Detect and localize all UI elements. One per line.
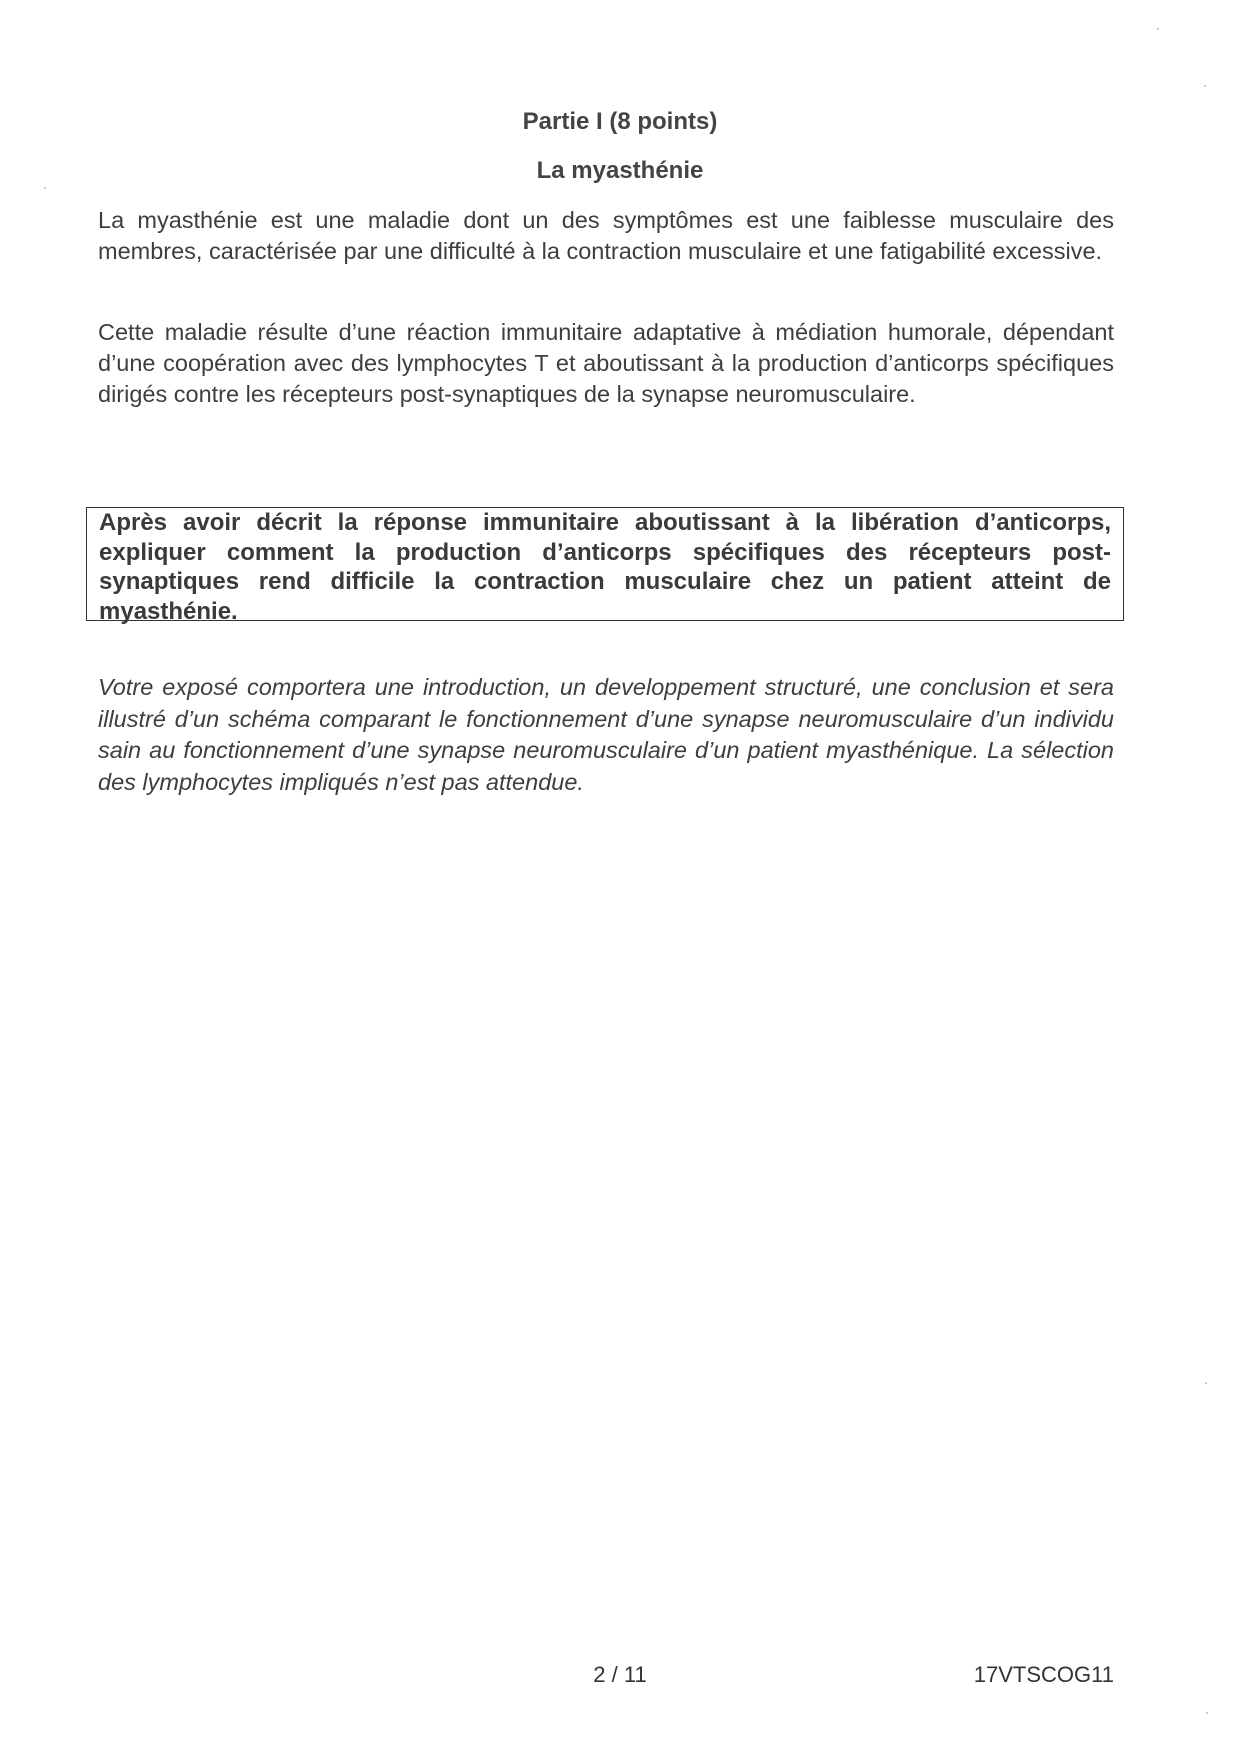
intro-paragraph-2: Cette maladie résulte d’une réaction immunitaire adaptative à médiation humorale, dépendant d’une coopération avec des lymphocytes T et aboutissant à la production d’anticorps spécifiques dirigés contre les récepteurs post-synaptiques de la synapse neuromusculaire. — [98, 319, 1114, 407]
scan-speck — [1205, 1382, 1207, 1384]
scan-speck — [1206, 1712, 1208, 1714]
intro-paragraph-1: La myasthénie est une maladie dont un des symptômes est une faiblesse musculaire des membres, caractérisée par une difficulté à la contraction musculaire et une fatigabilité excessive. — [98, 207, 1114, 264]
scan-speck — [44, 187, 46, 189]
document-code: 17VTSCOG11 — [973, 1662, 1114, 1687]
page-number: 2 / 11 — [593, 1662, 647, 1687]
instructions-paragraph: Votre exposé comportera une introduction, un developpement structuré, une conclusion et sera illustré d’un schéma comparant le fonctionnement d’une synapse neuromusculaire d’un individu sain au fonctionnement d’une synapse neuromusculaire d’un patient myasthénique. La sélection des lymphocytes impliqués n’est pas attendue. — [98, 674, 1114, 795]
question-text: Après avoir décrit la réponse immunitaire aboutissant à la libération d’anticorps, expliquer comment la production d’anticorps spécifiques des récepteurs post-synaptiques rend difficile la contraction musculaire chez un patient atteint de myasthénie. — [99, 509, 1111, 625]
scan-speck — [1204, 85, 1206, 87]
subject-title: La myasthénie — [536, 157, 704, 184]
scan-speck — [1157, 28, 1159, 30]
part-title: Partie I (8 points) — [522, 108, 718, 135]
question-box — [86, 507, 1124, 625]
